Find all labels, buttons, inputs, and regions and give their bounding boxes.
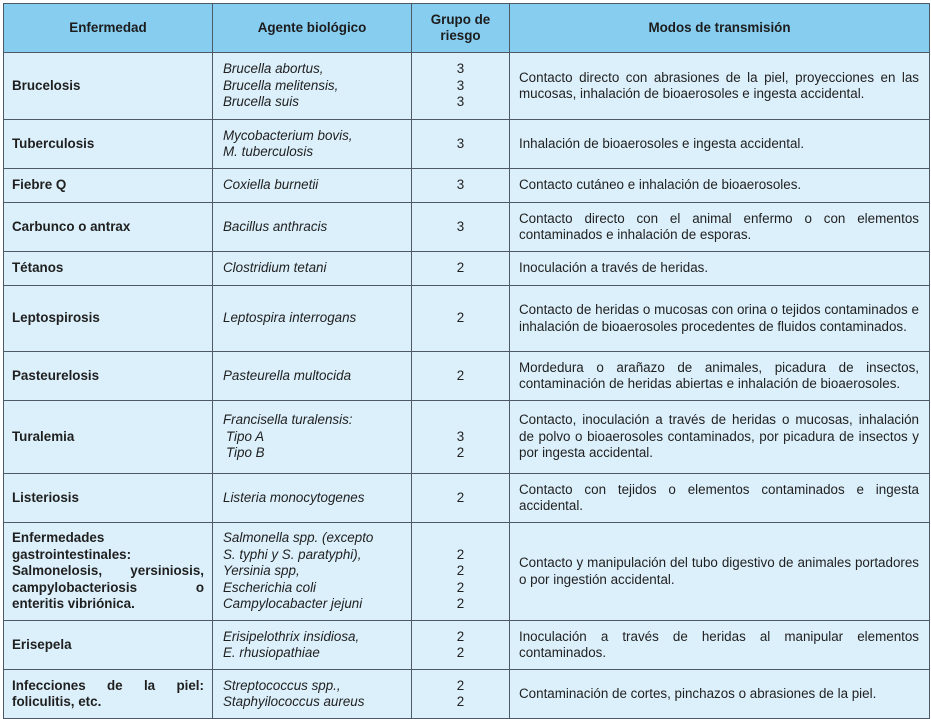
header-row [4,4,930,53]
transmission-mode-cell: Contacto de heridas o mucosas con orina o tejidos contaminados e inhalación de bioaerosoles procedentes de fluidos contaminados. [510,286,930,352]
risk-group-cell [412,670,510,719]
risk-group-value: 2 [456,367,465,383]
table-row [4,286,930,352]
table-row [4,169,930,203]
risk-group-cell [412,474,510,523]
agent-cell [213,523,412,621]
risk-group-value: 2 [456,563,465,579]
risk-group-value: 3 [456,77,465,93]
agent-name: S. typhi y S. paratyphi), [223,546,362,562]
transmission-mode-cell: Inoculación a través de heridas al manipular elementos contaminados. [510,621,930,670]
agent-name: Brucella suis [223,94,299,110]
agent-cell [213,120,412,169]
risk-group-value: 2 [456,260,465,276]
agent-name: Clostridium tetani [223,260,327,276]
agent-name: Tipo B [226,445,265,461]
table-row [4,621,930,670]
disease-cell: Fiebre Q [4,169,213,203]
risk-group-value: 3 [456,61,465,77]
risk-group-cell [412,203,510,252]
risk-group-value: 2 [456,310,465,326]
agent-cell [213,474,412,523]
agent-name: Yersinia spp, [223,563,300,579]
risk-group-value: 2 [456,645,465,660]
risk-group-cell [412,621,510,670]
disease-cell: Erisepela [4,621,213,670]
agent-cell [213,252,412,286]
transmission-mode-cell: Contacto y manipulación del tubo digestivo de animales portadores o por ingestión accidental. [510,523,930,621]
agent-name: Brucella melitensis, [223,77,339,93]
risk-group-value: 2 [456,579,465,595]
disease-cell: Turalemia [4,401,213,474]
agent-name: E. rhusiopathiae [223,645,320,660]
disease-cell: Listeriosis [4,474,213,523]
agent-name: Francisella turalensis: [223,412,353,428]
transmission-mode-cell: Contacto cutáneo e inhalación de bioaerosoles. [510,169,930,203]
table-row [4,523,930,621]
risk-group-value: 2 [456,628,465,644]
agent-name: Escherichia coli [223,579,317,595]
transmission-mode-cell: Contaminación de cortes, pinchazos o abrasiones de la piel. [510,670,930,719]
risk-group-cell [412,401,510,474]
header-disease: Enfermedad [4,4,213,53]
table-row [4,352,930,401]
agent-cell [213,670,412,719]
zoonosis-table [3,3,930,719]
disease-cell: Tétanos [4,252,213,286]
disease-cell: Tuberculosis [4,120,213,169]
transmission-mode-cell: Contacto con tejidos o elementos contaminados e ingesta accidental. [510,474,930,523]
agent-name: Staphyilococcus aureus [223,694,365,709]
risk-group-value: 2 [456,677,465,693]
risk-group-value: 3 [456,94,465,110]
risk-group-value: 3 [456,135,465,151]
disease-cell: Pasteurelosis [4,352,213,401]
agent-cell [213,352,412,401]
transmission-mode-cell: Contacto, inoculación a través de heridas o mucosas, inhalación de polvo o bioaerosoles contaminados, por picadura de insectos y por ingesta accidental. [510,401,930,474]
table-row [4,670,930,719]
header-risk [412,4,510,53]
agent-name: Tipo A [226,428,265,444]
risk-group-value: 2 [456,694,465,709]
risk-group-value: 3 [456,428,465,444]
table-body [4,53,930,719]
transmission-mode-cell: Contacto directo con el animal enfermo o con elementos contaminados e inhalación de esporas. [510,203,930,252]
agent-name: M. tuberculosis [223,144,314,159]
agent-name: Leptospira interrogans [223,310,357,326]
agent-cell [213,621,412,670]
header-risk-label: Grupo de riesgo [430,11,491,43]
agent-name: Pasteurella multocida [223,367,352,383]
disease-cell: Brucelosis [4,53,213,120]
risk-group-cell [412,169,510,203]
risk-group-cell [412,352,510,401]
agent-cell [213,286,412,352]
agent-name: Listeria monocytogenes [223,489,365,505]
table-row [4,120,930,169]
transmission-mode-cell: Contacto directo con abrasiones de la piel, proyecciones en las mucosas, inhalación de bioaerosoles e ingesta accidental. [510,53,930,120]
risk-group-value [420,412,501,428]
transmission-mode-cell: Inoculación a través de heridas. [510,252,930,286]
disease-cell: Carbunco o antrax [4,203,213,252]
risk-group-value: 2 [456,546,465,562]
risk-group-value: 3 [456,177,465,193]
transmission-mode-cell: Inhalación de bioaerosoles e ingesta accidental. [510,120,930,169]
agent-name: Erisipelothrix insidiosa, [223,628,360,644]
disease-cell: Infecciones de la piel: foliculitis, etc. [4,670,213,719]
table-row [4,203,930,252]
risk-group-value: 2 [456,596,465,612]
risk-group-value: 2 [456,445,465,461]
risk-group-cell [412,523,510,621]
risk-group-cell [412,53,510,120]
header-mode: Modos de transmisión [510,4,930,53]
agent-cell [213,169,412,203]
agent-name: Bacillus anthracis [223,218,328,234]
agent-name: Streptococcus spp., [223,677,341,693]
agent-cell [213,53,412,120]
disease-cell: Enfermedades gastrointestinales: Salmonelosis, yersiniosis, campylobacteriosis o enteritis vibriónica. [4,523,213,621]
table-row [4,53,930,120]
risk-group-cell [412,286,510,352]
table-row [4,252,930,286]
agent-name: Campylocabacter jejuni [223,596,363,612]
header-agent: Agente biológico [213,4,412,53]
agent-name: Brucella abortus, [223,61,324,77]
table-row [4,401,930,474]
risk-group-cell [412,120,510,169]
table-row [4,474,930,523]
agent-name: Coxiella burnetii [223,177,319,193]
agent-name: Salmonella spp. (excepto [223,530,374,546]
risk-group-value: 3 [456,218,465,234]
disease-cell: Leptospirosis [4,286,213,352]
risk-group-cell [412,252,510,286]
agent-cell [213,401,412,474]
risk-group-value [420,530,501,546]
agent-cell [213,203,412,252]
risk-group-value: 2 [456,489,465,505]
transmission-mode-cell: Mordedura o arañazo de animales, picadura de insectos, contaminación de heridas abiertas e inhalación de bioaerosoles. [510,352,930,401]
agent-name: Mycobacterium bovis, [223,127,353,143]
